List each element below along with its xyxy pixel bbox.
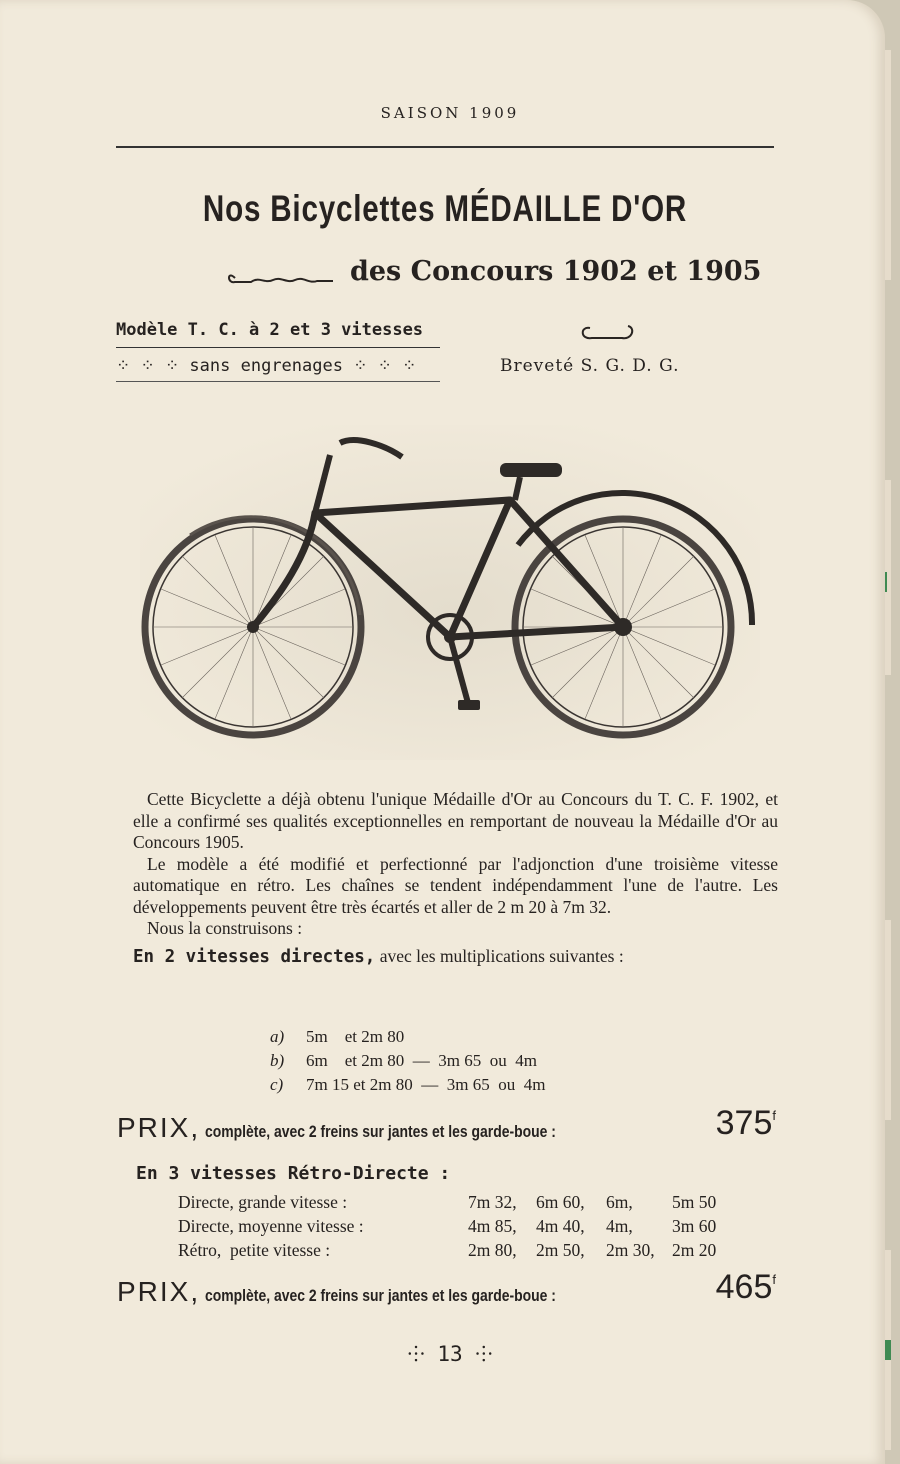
page-number: ⸭ 13 ⸭ (407, 1342, 493, 1366)
row-label: a) (270, 1027, 285, 1046)
price-unit: f (772, 1108, 776, 1123)
speed-value: 6m, (606, 1192, 633, 1212)
multiplication-row (270, 1075, 545, 1095)
paragraph-1: Cette Bicyclette a déjà obtenu l'unique Médaille d'Or au Concours du T. C. F. 1902, et elle a confirmé ses qualités exceptionnelles en remportant de nouveau la Médaille d'Or au Concours 1905. (133, 789, 778, 852)
price-amount: 375$^f$ (715, 1104, 776, 1142)
flourish-icon (578, 322, 638, 344)
speed-label: Directe, moyenne vitesse : (178, 1216, 364, 1236)
paragraph-3: Nous la construisons : (147, 918, 303, 938)
speed-label: Rétro, petite vitesse : (178, 1240, 331, 1260)
patent-label: Breveté S. G. D. G. (500, 356, 680, 376)
page-subtitle: des Concours 1902 et 1905 (350, 256, 762, 287)
no-gears-rule (116, 381, 440, 382)
speed-value: 2m 30, (606, 1240, 655, 1260)
row-values: 7m 15 et 2m 80 — 3m 65 ou 4m (306, 1075, 546, 1094)
row-values: 5m et 2m 80 (306, 1027, 405, 1046)
price-word: PRIX, (117, 1112, 201, 1143)
row-values: 6m et 2m 80 — 3m 65 ou 4m (306, 1051, 537, 1070)
flourish-icon (225, 268, 337, 288)
two-speed-heading: En 2 vitesses directes, (133, 946, 376, 967)
page-title: Nos Bicyclettes MÉDAILLE D'OR (202, 188, 688, 229)
multiplication-row (270, 1051, 537, 1071)
speed-value: 6m 60, (536, 1192, 585, 1212)
no-gears-label: ⁘ ⁘ ⁘ sans engrenages ⁘ ⁘ ⁘ (116, 356, 417, 376)
speed-value: 2m 20 (672, 1240, 717, 1260)
header-rule (116, 146, 774, 148)
speed-value: 2m 50, (536, 1240, 585, 1260)
bicycle-photo (140, 425, 760, 760)
price-word: PRIX, (117, 1276, 201, 1307)
speed-value: 3m 60 (672, 1216, 717, 1236)
row-label: c) (270, 1075, 284, 1094)
row-label: b) (270, 1051, 285, 1070)
speed-value: 7m 32, (468, 1192, 517, 1212)
speed-label: Directe, grande vitesse : (178, 1192, 348, 1212)
model-rule (116, 347, 440, 348)
speed-value: 4m 85, (468, 1216, 517, 1236)
price-amount: 465$^f$ (715, 1268, 776, 1306)
price-line-three-speed (117, 1268, 782, 1308)
multiplication-row (270, 1027, 404, 1047)
speed-value: 4m, (606, 1216, 633, 1236)
model-name: Modèle T. C. à 2 et 3 vitesses (116, 320, 424, 340)
price-description: complète, avec 2 freins sur jantes et les garde-boue : (205, 1286, 557, 1305)
description-text (133, 789, 778, 968)
season-header: SAISON 1909 (380, 104, 520, 122)
price-unit: f (772, 1272, 776, 1287)
price-line-two-speed (117, 1104, 782, 1144)
three-speed-heading: En 3 vitesses Rétro-Directe : (136, 1163, 451, 1184)
speed-value: 2m 80, (468, 1240, 517, 1260)
two-speed-intro: avec les multiplications suivantes : (375, 945, 624, 966)
paragraph-2: Le modèle a été modifié et perfectionné par l'adjonction d'une troisième vitesse automatique en rétro. Les chaînes se tendent indépendamment l'une de l'autre. Les développements peuvent être très écartés et aller de 2 m 20 à 7m 32. (133, 853, 778, 917)
price-description: complète, avec 2 freins sur jantes et les garde-boue : (205, 1122, 557, 1141)
speed-value: 5m 50 (672, 1192, 717, 1212)
speed-value: 4m 40, (536, 1216, 585, 1236)
